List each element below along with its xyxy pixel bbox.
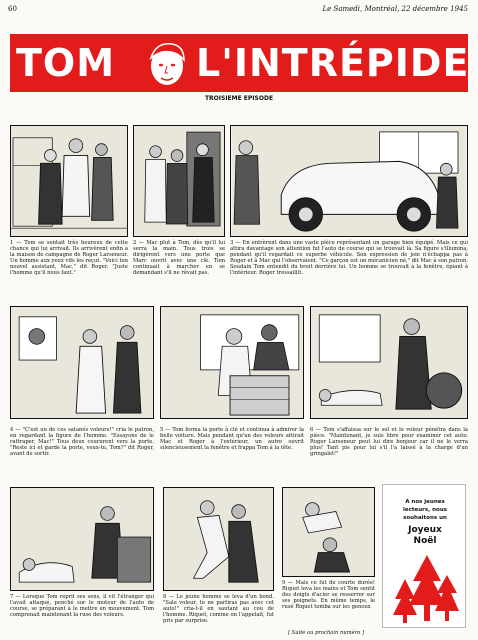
caption-7: 7 — Lorsque Tom reprit ses sens, il vit l'étranger qui l'avait attaqué, penché sur le moteur de l'auto de course, se préparant à le mettre en mouvement. Tom comprenait maintenant la ruse des voleurs. — [10, 594, 154, 619]
christmas-greeting-box — [382, 484, 466, 628]
hero-portrait-icon — [142, 38, 192, 88]
greeting-noel: Noël — [413, 536, 437, 546]
comic-panel-1 — [10, 125, 128, 237]
continued-note: [ Suite au prochain numéro ] — [288, 630, 364, 636]
caption-3: 3 — En entrèrent dans une vaste pièce représentant un garage bien équipé. Mais ce qui attira davantage son attention fut l'auto de course qui se trouvait là. Sa figure s'illumina, pendant qu'il regardait ce superbe véhicule. Son expression de joie n'échappa pas à Roger et à Mac qui l'observaient. "Ce garçon est un mécanicien né," dit Mac à son patron. Soudain Tom entendit du bruit derrière lui. Un homme se trouvait à la fenêtre, épiant à l'intérieur. Roger tressaillit. — [230, 240, 469, 277]
comic-panel-9 — [282, 487, 375, 577]
comic-panel-3 — [230, 125, 468, 237]
publication-line: Le Samedi, Montréal, 22 décembre 1945 — [322, 5, 468, 13]
caption-8: 8 — Le jeune homme se leva d'un bond. "Sale voleur, tu ne partiras pas avec cet auto!" cria-t-il en sautant au cou de l'homme. Riquet, comme on l'appelait, fut pris par surprise. — [163, 594, 274, 625]
title-right: L'INTRÉPIDE — [196, 41, 470, 85]
caption-9: 9 — Mais ce fut de courte durée! Riquet leva les mains et Tom sentit des doigts d'acier se resserrer sur ses poignets. En même temps, le rusé Riquet tomba sur les genoux — [282, 580, 375, 611]
christmas-trees-icon — [391, 551, 459, 625]
caption-2: 2 — Mac plut à Tom, dès qu'il lui serra la main. Tous trois se dirigèrent vers une porte que Marc ouvrit avec une clé. Tom continuait à marcher en se demandant s'il ne rêvait pas. — [133, 240, 225, 277]
comic-panel-4 — [10, 306, 154, 419]
comic-panel-5 — [160, 306, 304, 419]
title-banner — [10, 34, 468, 92]
comic-panel-8 — [163, 487, 274, 591]
episode-label: TROISIEME EPISODE — [204, 95, 274, 102]
page-number: 60 — [8, 5, 17, 13]
greeting-line-1: A nos jeunes — [405, 499, 445, 505]
greeting-line-2: lecteurs, nous — [402, 507, 448, 513]
comic-panel-7 — [10, 487, 154, 591]
title-left: TOM — [16, 41, 116, 85]
greeting-line-3: souhaitons un — [403, 515, 447, 521]
comic-panel-6 — [310, 306, 468, 419]
greeting-joyeux: Joyeux — [408, 525, 442, 535]
caption-6: 6 — Tom s'affaissa sur le sol et le voleur pénétra dans la pièce. "Maintenant, je suis libre pour examiner cet auto. Roger Larseneur peut lui dire bonjour car il ne le verra plus! Tant pis pour lui s'il l'a laissé à la charge d'un gringalet!" — [310, 427, 468, 458]
comic-panel-2 — [133, 125, 225, 237]
caption-4: 4 — "C'est un de ces satanés voleurs!" cria le patron, en regardant la figure de l'homme. "Essayons de le rattraper, Mac!" Tous deux coururent vers la porte. "Reste ici et garde la porte, veux-tu, Tom?" dit Roger, avant de sortir. — [10, 427, 154, 458]
caption-5: 5 — Tom ferma la porte à clé et continua à admirer la belle voiture. Mais pendant qu'un des voleurs attirait Mac et Roger à l'extérieur, un autre ouvrit silencieusement la fenêtre et frappa Tom à la tête. — [160, 427, 304, 452]
caption-1: 1 — Tom se sentait très heureux de cette chance qui lui arrivait. Ils arrivèrent enfin à la maison de campagne de Roger Larseneur. Un homme aux yeux vifs les reçut. "Voici ton nouvel assistant, Mac," dit Roger. "Juste l'homme qu'il nous faut." — [10, 240, 128, 277]
